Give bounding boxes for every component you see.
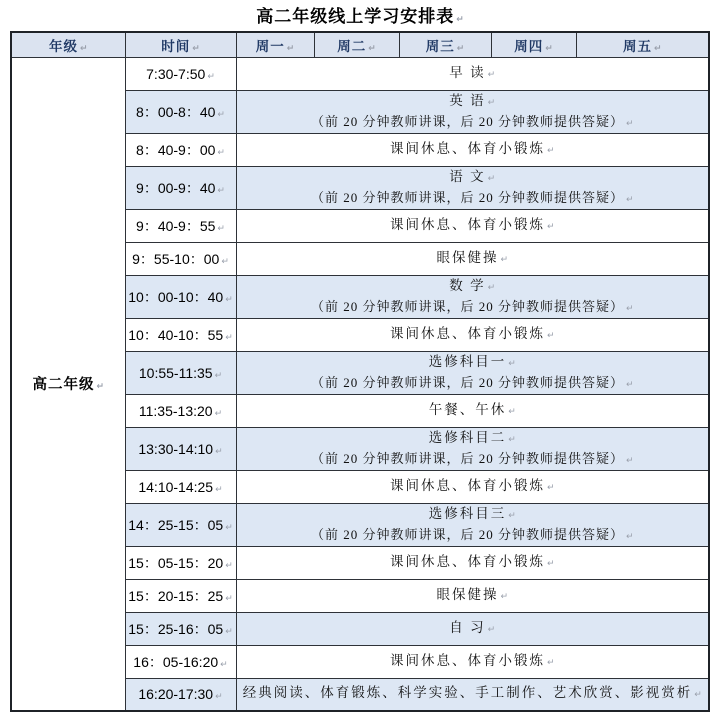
header-day-fri xyxy=(576,32,709,57)
activity-label: 课间休息、体育小锻炼 xyxy=(389,140,545,156)
activity-cell xyxy=(236,394,709,427)
header-time xyxy=(125,32,236,57)
activity-label: 课间休息、体育小锻炼 xyxy=(389,477,545,493)
activity-cell xyxy=(236,579,709,612)
time-label: 15：25-16：05 xyxy=(128,620,224,637)
activity-line xyxy=(239,63,707,85)
activity-line xyxy=(239,428,707,450)
activity-line xyxy=(239,504,707,526)
paragraph-mark: ↵ xyxy=(217,147,225,158)
activity-line xyxy=(239,585,707,607)
activity-cell xyxy=(236,57,709,90)
activity-cell xyxy=(236,645,709,678)
time-label: 7:30-7:50 xyxy=(146,65,206,82)
activity-label: 午餐、午休 xyxy=(428,401,507,417)
activity-detail-line xyxy=(239,189,707,209)
paragraph-mark: ↵ xyxy=(225,522,233,533)
time-label: 10:55-11:35 xyxy=(138,364,213,381)
activity-cell xyxy=(236,318,709,351)
activity-detail: （前 20 分钟教师讲课，后 20 分钟教师提供答疑） xyxy=(310,189,624,205)
paragraph-mark: ↵ xyxy=(500,254,509,265)
header-day-thu xyxy=(491,32,576,57)
activity-cell xyxy=(236,427,709,470)
header-day-tue xyxy=(314,32,399,57)
paragraph-mark: ↵ xyxy=(546,558,555,569)
header-day-label: 周三 xyxy=(425,38,455,54)
paragraph-mark: ↵ xyxy=(487,624,496,635)
paragraph-mark: ↵ xyxy=(500,591,509,602)
paragraph-mark: ↵ xyxy=(456,43,465,54)
header-grade-label: 年级 xyxy=(48,38,78,54)
activity-line xyxy=(239,400,707,422)
paragraph-mark: ↵ xyxy=(286,43,295,54)
time-label: 13:30-14:10 xyxy=(138,440,214,457)
header-day-label: 周四 xyxy=(514,38,544,54)
paragraph-mark: ↵ xyxy=(625,455,634,466)
paragraph-mark: ↵ xyxy=(508,510,516,521)
schedule-table xyxy=(10,31,710,712)
activity-line xyxy=(239,276,707,298)
paragraph-mark: ↵ xyxy=(487,173,496,184)
paragraph-mark: ↵ xyxy=(217,223,225,234)
time-label: 9：40-9：55 xyxy=(136,217,216,234)
activity-detail-line xyxy=(239,374,707,394)
activity-label: 课间休息、体育小锻炼 xyxy=(389,325,545,341)
activity-label: 英 语 xyxy=(449,92,486,108)
activity-label: 语 文 xyxy=(449,168,486,184)
time-cell xyxy=(125,579,236,612)
paragraph-mark: ↵ xyxy=(225,560,233,571)
paragraph-mark: ↵ xyxy=(207,71,215,82)
paragraph-mark: ↵ xyxy=(217,109,225,120)
time-cell xyxy=(125,394,236,427)
time-cell xyxy=(125,209,236,242)
paragraph-mark: ↵ xyxy=(546,221,555,232)
activity-cell xyxy=(236,275,709,318)
paragraph-mark: ↵ xyxy=(625,303,634,314)
activity-detail-line xyxy=(239,526,707,546)
time-label: 16：05-16:20 xyxy=(133,653,219,670)
paragraph-mark: ↵ xyxy=(215,446,223,457)
paragraph-mark: ↵ xyxy=(214,408,223,419)
activity-label: 课间休息、体育小锻炼 xyxy=(389,553,545,569)
time-cell xyxy=(125,351,236,394)
activity-cell xyxy=(236,242,709,275)
paragraph-mark: ↵ xyxy=(625,379,634,390)
activity-line xyxy=(239,215,707,237)
activity-label: 眼保健操 xyxy=(436,586,499,602)
paragraph-mark: ↵ xyxy=(214,370,223,381)
activity-detail: （前 20 分钟教师讲课，后 20 分钟教师提供答疑） xyxy=(310,526,624,542)
time-label: 8：00-8：40 xyxy=(136,103,216,120)
page-title xyxy=(0,4,720,30)
activity-line xyxy=(239,618,707,640)
table-row xyxy=(11,57,709,90)
activity-cell xyxy=(236,546,709,579)
header-day-mon xyxy=(236,32,314,57)
activity-line xyxy=(239,476,707,498)
header-day-label: 周二 xyxy=(337,38,367,54)
time-cell xyxy=(125,503,236,546)
paragraph-mark: ↵ xyxy=(625,531,634,542)
paragraph-mark: ↵ xyxy=(545,43,553,54)
time-cell xyxy=(125,678,236,711)
paragraph-mark: ↵ xyxy=(508,358,516,369)
time-label: 10：00-10：40 xyxy=(128,288,224,305)
activity-label: 经典阅读、体育锻炼、科学实验、手工制作、艺术欣赏、影视赏析 xyxy=(242,685,693,701)
paragraph-mark: ↵ xyxy=(225,593,233,604)
activity-cell xyxy=(236,470,709,503)
time-cell xyxy=(125,57,236,90)
activity-cell xyxy=(236,612,709,645)
activity-detail: （前 20 分钟教师讲课，后 20 分钟教师提供答疑） xyxy=(310,374,624,390)
paragraph-mark: ↵ xyxy=(96,382,105,393)
schedule-body xyxy=(11,57,709,711)
header-row xyxy=(11,32,709,57)
time-label: 14：25-15：05 xyxy=(128,516,224,533)
activity-line xyxy=(239,651,707,673)
time-label: 9：00-9：40 xyxy=(136,179,216,196)
activity-line xyxy=(239,352,707,374)
time-label: 14:10-14:25 xyxy=(138,478,214,495)
paragraph-mark: ↵ xyxy=(456,15,464,25)
paragraph-mark: ↵ xyxy=(546,145,555,156)
paragraph-mark: ↵ xyxy=(546,657,555,668)
activity-line xyxy=(239,91,707,113)
paragraph-mark: ↵ xyxy=(625,194,634,205)
paragraph-mark: ↵ xyxy=(508,434,516,445)
activity-label: 自 习 xyxy=(449,619,486,635)
paragraph-mark: ↵ xyxy=(221,256,229,267)
paragraph-mark: ↵ xyxy=(192,43,200,54)
activity-detail-line xyxy=(239,298,707,318)
paragraph-mark: ↵ xyxy=(225,294,233,305)
paragraph-mark: ↵ xyxy=(215,692,223,703)
activity-label: 数 学 xyxy=(449,277,486,293)
grade-cell xyxy=(11,57,125,711)
activity-label: 课间休息、体育小锻炼 xyxy=(389,216,545,232)
time-cell xyxy=(125,470,236,503)
paragraph-mark: ↵ xyxy=(487,69,496,80)
activity-label: 选修科目一 xyxy=(428,353,507,369)
activity-cell xyxy=(236,351,709,394)
activity-cell xyxy=(236,503,709,546)
paragraph-mark: ↵ xyxy=(79,43,88,54)
paragraph-mark: ↵ xyxy=(368,43,376,54)
time-cell xyxy=(125,427,236,470)
activity-cell xyxy=(236,133,709,166)
paragraph-mark: ↵ xyxy=(215,484,223,495)
activity-detail: （前 20 分钟教师讲课，后 20 分钟教师提供答疑） xyxy=(310,450,624,466)
paragraph-mark: ↵ xyxy=(653,43,662,54)
title-text: 高二年级线上学习安排表 xyxy=(256,7,455,26)
activity-line xyxy=(239,139,707,161)
paragraph-mark: ↵ xyxy=(694,690,702,701)
time-cell xyxy=(125,546,236,579)
paragraph-mark: ↵ xyxy=(487,97,496,108)
time-label: 16:20-17:30 xyxy=(138,686,214,703)
paragraph-mark: ↵ xyxy=(625,118,634,129)
paragraph-mark: ↵ xyxy=(487,282,496,293)
time-cell xyxy=(125,90,236,133)
activity-detail: （前 20 分钟教师讲课，后 20 分钟教师提供答疑） xyxy=(310,113,624,129)
time-cell xyxy=(125,318,236,351)
activity-line xyxy=(239,248,707,270)
header-day-wed xyxy=(399,32,491,57)
activity-label: 选修科目二 xyxy=(428,429,507,445)
header-day-label: 周一 xyxy=(255,38,285,54)
grade-label: 高二年级 xyxy=(32,377,95,394)
header-day-label: 周五 xyxy=(622,38,652,54)
activity-label: 选修科目三 xyxy=(428,505,507,521)
activity-detail: （前 20 分钟教师讲课，后 20 分钟教师提供答疑） xyxy=(310,298,624,314)
activity-detail-line xyxy=(239,113,707,133)
time-cell xyxy=(125,612,236,645)
paragraph-mark: ↵ xyxy=(508,406,516,417)
paragraph-mark: ↵ xyxy=(546,482,555,493)
activity-detail-line xyxy=(239,450,707,470)
time-cell xyxy=(125,645,236,678)
time-label: 15：05-15：20 xyxy=(128,554,224,571)
activity-label: 眼保健操 xyxy=(436,249,499,265)
time-cell xyxy=(125,166,236,209)
time-label: 11:35-13:20 xyxy=(138,402,213,419)
time-label: 15：20-15：25 xyxy=(128,587,224,604)
activity-line xyxy=(239,167,707,189)
activity-cell xyxy=(236,166,709,209)
time-cell xyxy=(125,133,236,166)
activity-cell xyxy=(236,209,709,242)
time-cell xyxy=(125,275,236,318)
time-cell xyxy=(125,242,236,275)
activity-line xyxy=(239,324,707,346)
paragraph-mark: ↵ xyxy=(217,185,225,196)
time-label: 9：55-10：00 xyxy=(132,250,220,267)
time-label: 8：40-9：00 xyxy=(136,141,216,158)
activity-cell xyxy=(236,678,709,711)
paragraph-mark: ↵ xyxy=(546,330,555,341)
activity-label: 早 读 xyxy=(449,64,486,80)
paragraph-mark: ↵ xyxy=(225,332,233,343)
paragraph-mark: ↵ xyxy=(220,659,228,670)
activity-line xyxy=(239,683,707,705)
activity-cell xyxy=(236,90,709,133)
header-time-label: 时间 xyxy=(161,38,191,54)
header-grade xyxy=(11,32,125,57)
paragraph-mark: ↵ xyxy=(225,626,233,637)
activity-line xyxy=(239,552,707,574)
time-label: 10：40-10：55 xyxy=(128,326,224,343)
activity-label: 课间休息、体育小锻炼 xyxy=(389,652,545,668)
